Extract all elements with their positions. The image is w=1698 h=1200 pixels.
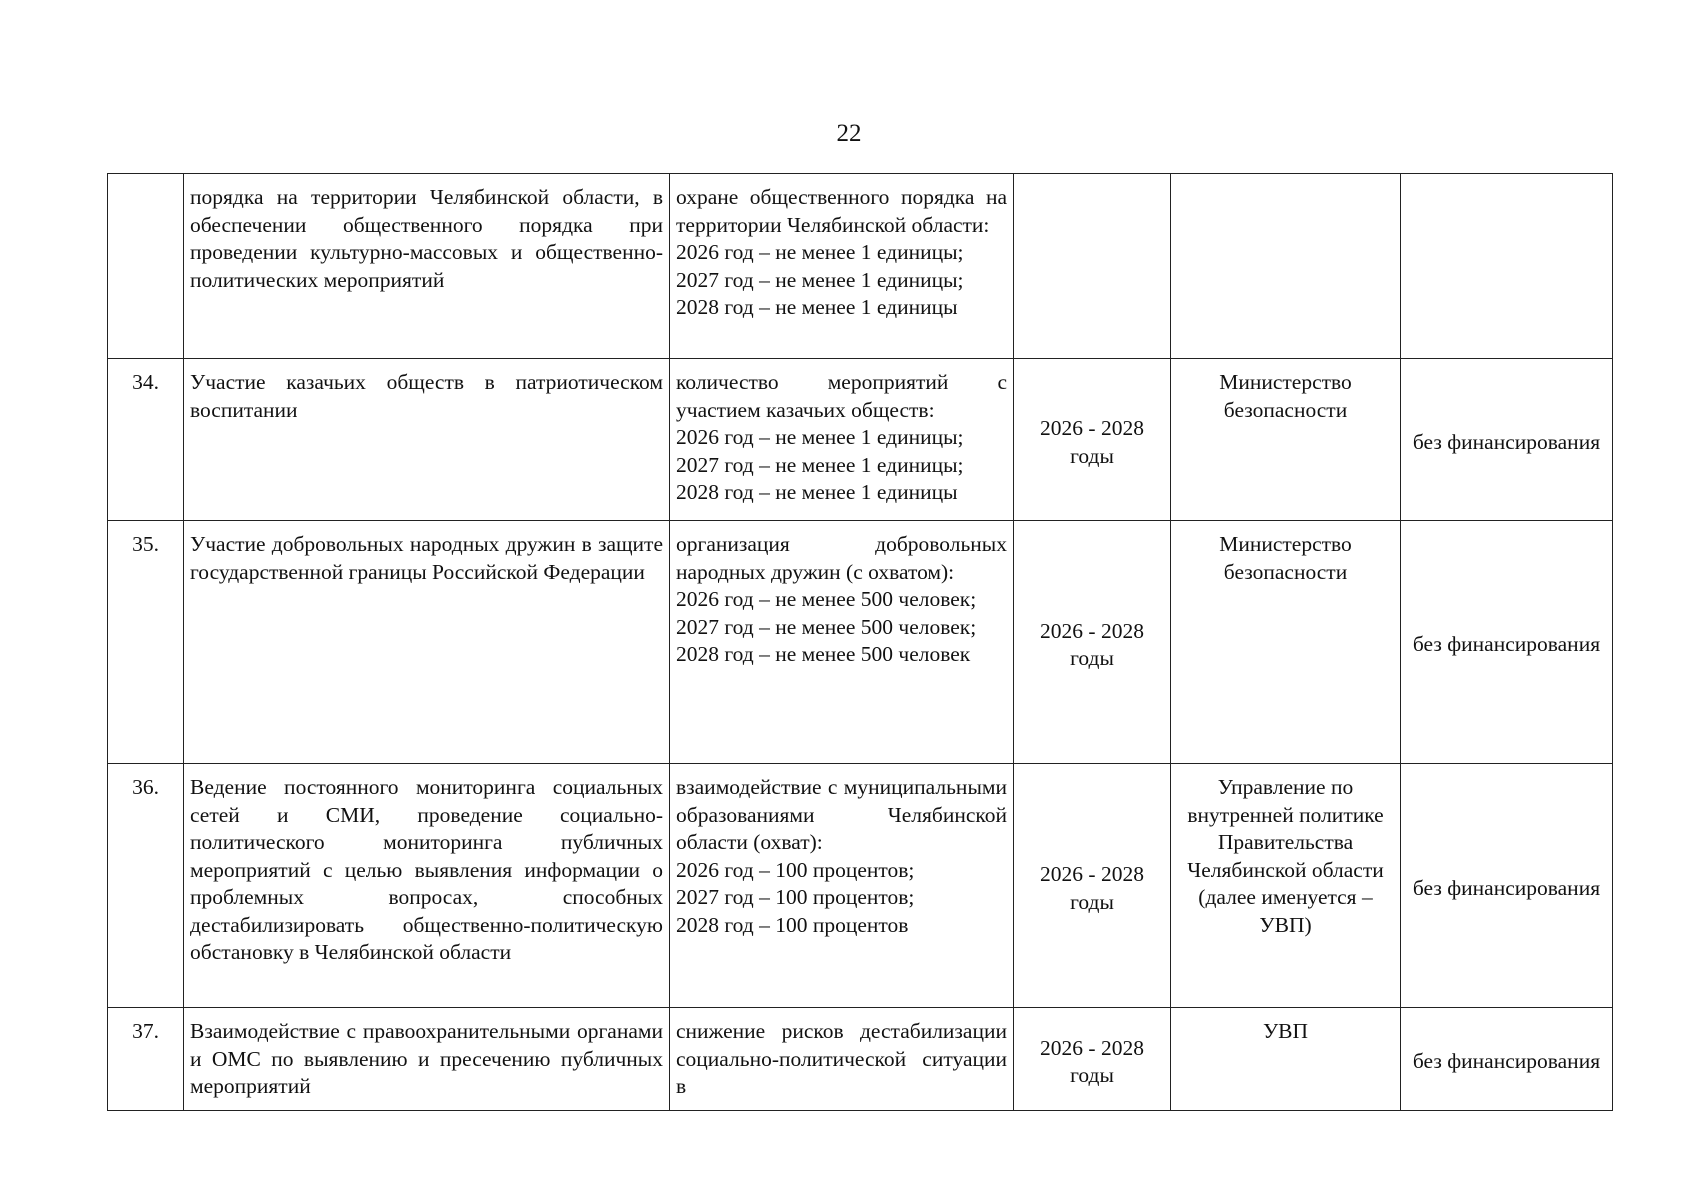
indicator-cell — [670, 1008, 1014, 1111]
table-row — [108, 764, 1613, 1008]
indicator-line: количество мероприятий с участием казачьих обществ: — [676, 370, 1007, 422]
funding-cell: без финансирования — [1401, 521, 1613, 764]
funding-cell — [1401, 174, 1613, 359]
indicator-line: 2028 год – не менее 500 человек — [676, 642, 971, 666]
page-number: 22 — [836, 120, 862, 147]
table-row — [108, 174, 1613, 359]
event-cell: Взаимодействие с правоохранительными органами и ОМС по выявлению и пресечению публичных мероприятий — [184, 1008, 670, 1111]
event-cell: порядка на территории Челябинской области, в обеспечении общественного порядка при проведении культурно-массовых и общественно-политических мероприятий — [184, 174, 670, 359]
indicator-line: организация добровольных народных дружин (с охватом): — [676, 532, 1007, 584]
funding-cell: без финансирования — [1401, 764, 1613, 1008]
indicator-line: 2028 год – 100 процентов — [676, 912, 909, 937]
executor-cell: Министерство безопасности — [1171, 521, 1401, 764]
funding-cell: без финансирования — [1401, 1008, 1613, 1111]
row-number: 34. — [108, 359, 184, 521]
indicator-line: 2027 год – не менее 500 человек; — [676, 614, 977, 639]
event-cell: Участие добровольных народных дружин в защите государственной границы Российской Федерации — [184, 521, 670, 764]
table-row — [108, 521, 1613, 764]
period-cell: 2026 - 2028 годы — [1014, 1008, 1171, 1111]
indicator-line: 2027 год – 100 процентов; — [676, 885, 915, 909]
executor-cell: Управление по внутренней политике Правительства Челябинской области (далее именуется – УВП) — [1171, 764, 1401, 1008]
row-number: 37. — [108, 1008, 184, 1111]
period-cell: 2026 - 2028 годы — [1014, 521, 1171, 764]
indicator-cell — [670, 521, 1014, 764]
indicator-line: 2028 год – не менее 1 единицы — [676, 295, 958, 319]
indicator-cell — [670, 359, 1014, 521]
event-cell: Участие казачьих обществ в патриотическом воспитании — [184, 359, 670, 521]
indicator-line: 2028 год – не менее 1 единицы — [676, 480, 958, 504]
indicator-line: 2027 год – не менее 1 единицы; — [676, 452, 964, 477]
program-table — [107, 173, 1613, 1111]
table-row — [108, 359, 1613, 521]
executor-cell — [1171, 174, 1401, 359]
table-row — [108, 1008, 1613, 1111]
period-cell: 2026 - 2028 годы — [1014, 764, 1171, 1008]
funding-cell: без финансирования — [1401, 359, 1613, 521]
event-cell: Ведение постоянного мониторинга социальных сетей и СМИ, проведение социально-политического мониторинга публичных мероприятий с целью выявления информации о проблемных вопросах, способных дестабилизировать общественно-политическую обстановку в Челябинской области — [184, 764, 670, 1008]
indicator-line: 2026 год – не менее 500 человек; — [676, 587, 977, 611]
period-cell — [1014, 174, 1171, 359]
period-cell: 2026 - 2028 годы — [1014, 359, 1171, 521]
indicator-line: снижение рисков дестабилизации социально-политической ситуации в — [676, 1019, 1007, 1098]
indicator-line: 2026 год – 100 процентов; — [676, 857, 915, 882]
row-number: 35. — [108, 521, 184, 764]
indicator-cell — [670, 174, 1014, 359]
indicator-line: 2027 год – не менее 1 единицы; — [676, 267, 964, 292]
row-number — [108, 174, 184, 359]
row-number: 36. — [108, 764, 184, 1008]
indicator-cell — [670, 764, 1014, 1008]
executor-cell: Министерство безопасности — [1171, 359, 1401, 521]
indicator-line: 2026 год – не менее 1 единицы; — [676, 240, 964, 264]
indicator-line: взаимодействие с муниципальными образованиями Челябинской области (охват): — [676, 775, 1007, 854]
executor-cell: УВП — [1171, 1008, 1401, 1111]
indicator-line: 2026 год – не менее 1 единицы; — [676, 425, 964, 449]
indicator-line: охране общественного порядка на территории Челябинской области: — [676, 185, 1007, 237]
